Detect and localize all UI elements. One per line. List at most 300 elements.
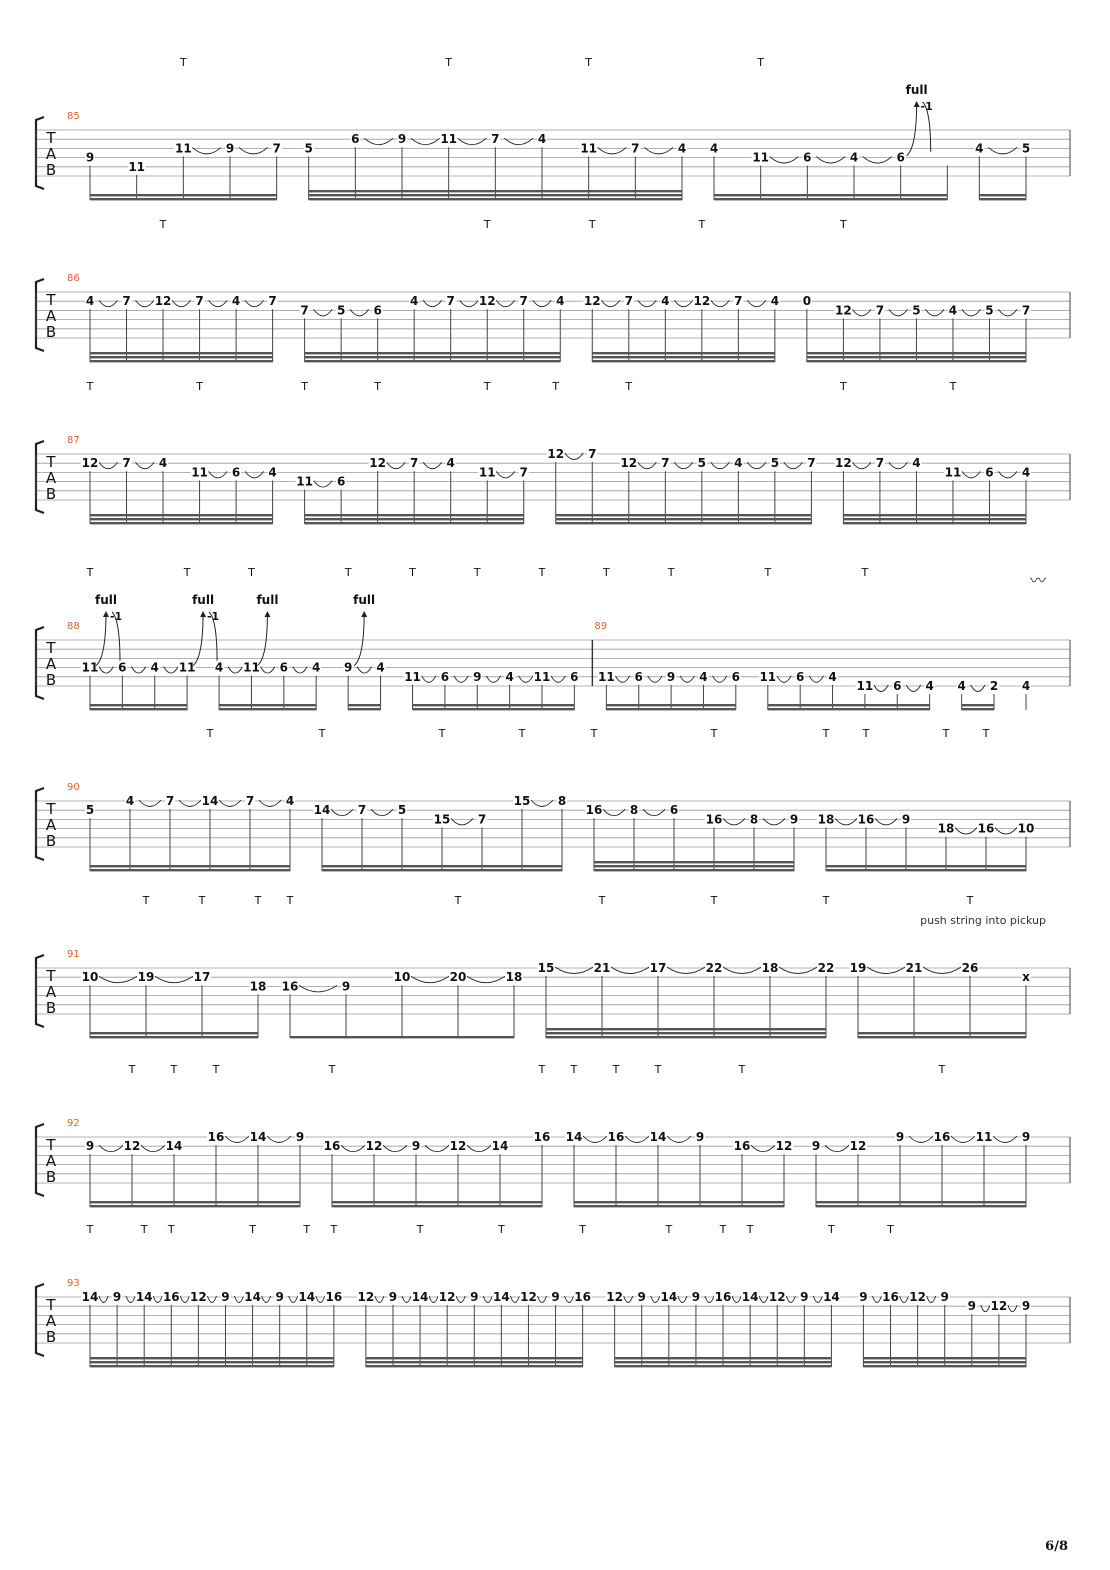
fret-number: 11 — [478, 465, 496, 480]
fret-number: 5 — [770, 456, 780, 471]
note-beam — [305, 352, 561, 354]
tap-marker: T — [140, 1223, 148, 1236]
note-beam — [962, 704, 994, 706]
tap-marker: T — [249, 1223, 256, 1236]
tap-marker: T — [822, 727, 830, 740]
tap-marker: T — [861, 566, 869, 579]
measure-number: 87 — [67, 435, 80, 446]
note-beam — [863, 1365, 1026, 1367]
note-beam — [574, 1205, 784, 1207]
note-beam — [305, 518, 524, 520]
note-beam — [348, 708, 380, 710]
vibrato-mark: 〰 — [1030, 571, 1047, 590]
fret-number: 4 — [1021, 465, 1031, 480]
fret-number: 18 — [505, 970, 523, 985]
tap-marker: T — [938, 1063, 946, 1076]
tap-marker: T — [159, 218, 167, 231]
tap-marker: T — [196, 380, 203, 393]
note-beam — [90, 704, 187, 706]
note-beam — [592, 352, 775, 354]
fret-number: 9 — [551, 1290, 560, 1304]
tap-marker: T — [170, 1063, 178, 1076]
fret-number: 6 — [669, 803, 679, 818]
fret-number: 6 — [896, 150, 905, 165]
note-beam — [556, 518, 812, 520]
tap-marker: T — [942, 727, 950, 740]
bend-curve — [354, 612, 364, 666]
fret-number: 14 — [493, 1290, 510, 1304]
tap-marker: T — [374, 380, 382, 393]
note-beam — [90, 1357, 334, 1359]
note-beam — [546, 1036, 826, 1038]
tap-marker: T — [179, 56, 187, 69]
tap-marker: T — [738, 1063, 746, 1076]
fret-number: 5 — [912, 303, 921, 318]
system-bracket — [36, 117, 44, 189]
tab-clef-letter: T — [46, 1136, 56, 1154]
tap-marker: T — [86, 1223, 94, 1236]
tap-marker: T — [248, 566, 255, 579]
fret-number: 12 — [835, 456, 852, 471]
note-beam — [305, 514, 524, 516]
note-beam — [816, 1205, 1026, 1207]
fret-number: 9 — [470, 1290, 479, 1304]
tap-marker: T — [142, 894, 150, 907]
fret-number: 7 — [491, 132, 500, 147]
bend-arrowhead — [264, 611, 270, 617]
release-label: -1 — [109, 610, 123, 623]
fret-number: 11 — [752, 150, 770, 165]
note-beam — [305, 360, 561, 362]
note-beam — [322, 869, 562, 871]
fret-number: 7 — [875, 456, 885, 471]
note-beam — [615, 1357, 832, 1359]
tab-clef-letter: A — [45, 145, 57, 163]
fret-number: 6 — [985, 465, 994, 480]
note-beam — [843, 518, 1026, 520]
tap-marker: T — [602, 566, 610, 579]
note-beam — [615, 1361, 832, 1363]
tap-marker: T — [206, 727, 214, 740]
fret-number: 14 — [660, 1290, 678, 1304]
fret-number: 9 — [901, 812, 911, 827]
fret-number: 4 — [409, 294, 419, 309]
fret-number: 9 — [341, 979, 351, 994]
bend-label: full — [353, 593, 376, 607]
bend-label: full — [95, 593, 117, 607]
fret-number: 2 — [989, 679, 999, 693]
bend-arrowhead — [200, 611, 206, 617]
fret-number: 9 — [789, 812, 799, 827]
tap-marker: T — [570, 1063, 578, 1076]
note-beam — [714, 198, 947, 200]
bend-curve — [907, 102, 917, 156]
fret-number: 7 — [122, 294, 131, 309]
fret-number: 4 — [948, 303, 958, 318]
fret-number: 26 — [961, 961, 979, 975]
fret-number: 9 — [388, 1290, 398, 1304]
tap-marker: T — [86, 566, 94, 579]
note-beam — [574, 1201, 784, 1203]
fret-number: 7 — [661, 456, 670, 471]
tap-marker: T — [966, 894, 974, 907]
fret-number: 14 — [313, 803, 331, 818]
tap-marker: T — [538, 566, 546, 579]
note-beam — [90, 869, 290, 871]
fret-number: 7 — [734, 294, 743, 309]
fret-number: 9 — [1021, 1130, 1031, 1144]
note-beam — [332, 1205, 542, 1207]
fret-number: 4 — [285, 794, 295, 808]
tab-clef-letter: B — [45, 671, 57, 689]
tap-marker: T — [764, 566, 772, 579]
fret-number: 9 — [112, 1290, 122, 1304]
note-beam — [90, 198, 277, 200]
fret-number: 12 — [81, 456, 99, 471]
tap-marker: T — [286, 894, 294, 907]
fret-number: 7 — [446, 294, 455, 309]
tab-clef-letter: B — [45, 323, 57, 341]
note-beam — [592, 360, 775, 362]
fret-number: 6 — [731, 669, 740, 684]
tap-marker: T — [344, 566, 352, 579]
note-beam — [90, 1036, 258, 1038]
fret-number: 22 — [705, 961, 723, 975]
note-beam — [90, 194, 277, 196]
fret-number: 18 — [817, 812, 835, 827]
fret-number: 12 — [835, 303, 852, 318]
tab-clef-letter: B — [45, 161, 57, 179]
note-beam — [858, 1032, 1026, 1034]
fret-number: 6 — [570, 669, 579, 684]
fret-number: 12 — [775, 1139, 793, 1154]
fret-number: 9 — [85, 1139, 95, 1154]
note-beam — [807, 360, 1026, 362]
note-beam — [332, 1201, 542, 1203]
fret-number: 11 — [191, 465, 208, 480]
fret-number: 11 — [944, 465, 962, 480]
tab-clef-letter: T — [46, 1296, 56, 1314]
fret-number: 15 — [433, 812, 451, 827]
fret-number: 4 — [828, 669, 837, 684]
tap-marker: T — [86, 380, 94, 393]
tab-clef-letter: T — [46, 800, 56, 818]
bend-label: full — [192, 593, 215, 607]
fret-number: 4 — [975, 141, 984, 156]
tap-marker: T — [710, 894, 718, 907]
note-beam — [90, 708, 187, 710]
tap-marker: T — [667, 566, 675, 579]
fret-number: 22 — [817, 961, 835, 975]
tab-clef-letter: A — [45, 816, 57, 834]
fret-number: 10 — [1017, 821, 1035, 836]
fret-number: 18 — [249, 979, 267, 994]
fret-number: 4 — [925, 679, 934, 693]
tap-marker: T — [887, 1223, 894, 1236]
tap-marker: T — [757, 56, 765, 69]
fret-number: 4 — [268, 465, 277, 480]
fret-number: 9 — [1021, 1299, 1031, 1314]
fret-number: 12 — [449, 1139, 467, 1154]
note-beam — [90, 518, 273, 520]
note-beam — [843, 522, 1026, 524]
tap-marker: T — [625, 380, 633, 393]
note-beam — [979, 198, 1026, 200]
tab-clef-letter: B — [45, 485, 57, 503]
fret-number: 21 — [905, 961, 923, 975]
note-beam — [714, 194, 947, 196]
tap-marker: T — [654, 1063, 662, 1076]
fret-number: 11 — [81, 660, 99, 675]
measure-number: 89 — [594, 621, 608, 632]
fret-number: 12 — [369, 456, 387, 471]
measure-number: 90 — [67, 782, 80, 793]
fret-number: 14 — [741, 1290, 759, 1304]
note-beam — [366, 1365, 583, 1367]
tap-marker: T — [438, 727, 446, 740]
note-beam — [305, 522, 524, 524]
fret-number: 5 — [985, 303, 994, 318]
system-bracket — [36, 441, 44, 513]
tap-marker: T — [719, 1223, 727, 1236]
note-beam — [90, 1032, 258, 1034]
tab-clef-letter: T — [46, 453, 56, 471]
note-beam — [366, 1361, 583, 1363]
fret-number: 19 — [849, 961, 867, 975]
tap-marker: T — [982, 727, 990, 740]
tab-clef-letter: A — [45, 1152, 57, 1170]
fret-number: 7 — [477, 812, 487, 827]
note-beam — [90, 865, 290, 867]
note-beam — [768, 704, 930, 706]
measure-number: 88 — [67, 621, 80, 632]
tab-clef-letter: T — [46, 129, 56, 147]
fret-number: 11 — [533, 669, 551, 684]
fret-number: 9 — [225, 141, 235, 156]
tap-marker: T — [318, 727, 326, 740]
note-beam — [90, 1205, 300, 1207]
fret-number: 16 — [585, 803, 603, 818]
tap-marker: T — [538, 1063, 546, 1076]
tap-marker: T — [303, 1223, 311, 1236]
fret-number: 12 — [768, 1290, 786, 1304]
fret-number: 4 — [677, 141, 687, 156]
fret-number: 11 — [759, 669, 777, 684]
fret-number: 14 — [411, 1290, 429, 1304]
fret-number: 7 — [631, 141, 640, 156]
tab-clef-letter: A — [45, 1312, 57, 1330]
tab-clef-letter: B — [45, 832, 57, 850]
fret-number: 14 — [823, 1290, 840, 1304]
fret-number: 4 — [556, 294, 565, 309]
fret-number: 9 — [637, 1290, 646, 1304]
fret-number: 9 — [473, 669, 482, 684]
fret-number: 4 — [446, 456, 455, 471]
tap-marker: T — [454, 894, 462, 907]
fret-number: 11 — [580, 141, 598, 156]
fret-number: 4 — [158, 456, 168, 471]
fret-number: 12 — [478, 294, 496, 309]
note-beam — [826, 865, 1026, 867]
fret-number: 12 — [520, 1290, 537, 1304]
fret-number: 4 — [770, 294, 780, 309]
tap-marker: T — [330, 1223, 338, 1236]
fret-number: 9 — [295, 1130, 305, 1144]
fret-number: 14 — [249, 1130, 267, 1144]
tab-clef-letter: A — [45, 307, 57, 325]
note-beam — [90, 352, 273, 354]
tap-marker: T — [862, 727, 870, 740]
fret-number: 16 — [857, 812, 875, 827]
fret-number: 7 — [624, 294, 633, 309]
fret-number: 6 — [231, 465, 241, 480]
bend-curve — [193, 612, 203, 666]
fret-number: 9 — [940, 1290, 949, 1304]
fret-number: 11 — [440, 132, 458, 147]
fret-number: 8 — [629, 803, 639, 818]
system-bracket — [36, 1284, 44, 1356]
note-beam — [219, 708, 316, 710]
fret-number: 5 — [697, 456, 707, 471]
fret-number: 6 — [351, 132, 360, 147]
fret-number: 12 — [190, 1290, 207, 1304]
tap-marker: T — [416, 1223, 424, 1236]
fret-number: 4 — [709, 141, 719, 156]
note-beam — [594, 861, 794, 863]
fret-number: 5 — [304, 141, 313, 156]
fret-number: 12 — [909, 1290, 926, 1304]
note-beam — [826, 869, 1026, 871]
tab-clef-letter: T — [46, 967, 56, 985]
fret-number: 6 — [118, 660, 127, 675]
tab-clef-letter: T — [46, 639, 56, 657]
fret-number: 11 — [174, 141, 192, 156]
fret-number: 17 — [193, 970, 211, 985]
tab-clef-letter: B — [45, 999, 57, 1017]
note-beam — [309, 194, 682, 196]
tap-marker: T — [585, 56, 593, 69]
note-beam — [615, 1365, 832, 1367]
fret-number: 14 — [165, 1139, 183, 1154]
note-beam — [962, 708, 994, 710]
tap-marker: T — [840, 218, 847, 231]
bend-curve — [257, 612, 267, 666]
dead-note: x — [1022, 970, 1030, 985]
tap-marker: T — [212, 1063, 220, 1076]
tap-marker: T — [840, 380, 847, 393]
fret-number: 7 — [519, 465, 528, 480]
page-number: 6/8 — [1045, 1539, 1068, 1554]
note-beam — [546, 1028, 826, 1030]
fret-number: 7 — [807, 456, 816, 471]
system-bracket — [36, 1124, 44, 1196]
tab-clef-letter: A — [45, 983, 57, 1001]
fret-number: 6 — [373, 303, 382, 318]
fret-number: 12 — [123, 1139, 141, 1154]
fret-number: 17 — [649, 961, 667, 975]
note-beam — [807, 356, 1026, 358]
tap-marker: T — [552, 380, 560, 393]
fret-number: 16 — [882, 1290, 899, 1304]
tap-marker: T — [497, 1223, 505, 1236]
fret-number: 7 — [300, 303, 309, 318]
system-bracket — [36, 279, 44, 351]
bend-curve — [96, 612, 106, 666]
fret-number: 14 — [491, 1139, 509, 1154]
fret-number: 10 — [393, 970, 411, 985]
fret-number: 12 — [357, 1290, 375, 1304]
measure-number: 93 — [67, 1278, 80, 1289]
tap-marker: T — [746, 1223, 754, 1236]
fret-number: 7 — [245, 794, 255, 808]
fret-number: 21 — [593, 961, 611, 975]
fret-number: 9 — [895, 1130, 905, 1144]
fret-number: 8 — [749, 812, 759, 827]
fret-number: 4 — [214, 660, 224, 675]
fret-number: 16 — [977, 821, 995, 836]
note-beam — [606, 708, 735, 710]
fret-number: 11 — [404, 669, 421, 684]
tap-marker: T — [328, 1063, 336, 1076]
tap-marker: T — [598, 894, 606, 907]
note-beam — [309, 198, 682, 200]
fret-number: 5 — [336, 303, 346, 318]
fret-number: 12 — [438, 1290, 456, 1304]
note-beam — [90, 1361, 334, 1363]
fret-number: 9 — [859, 1290, 868, 1304]
fret-number: 9 — [695, 1130, 705, 1144]
fret-number: 6 — [440, 669, 450, 684]
fret-number: 9 — [666, 669, 676, 684]
fret-number: 20 — [449, 970, 467, 985]
note-beam — [305, 356, 561, 358]
fret-number: 11 — [975, 1130, 993, 1144]
tap-marker: T — [828, 1223, 835, 1236]
tab-clef-letter: T — [46, 291, 56, 309]
fret-number: 19 — [137, 970, 155, 985]
fret-number: 7 — [272, 141, 281, 156]
tab-clef-letter: A — [45, 469, 57, 487]
note-beam — [546, 1032, 826, 1034]
note-beam — [90, 522, 273, 524]
tap-marker: T — [473, 566, 481, 579]
fret-number: 4 — [734, 456, 743, 471]
fret-number: 4 — [661, 294, 670, 309]
note-beam — [90, 514, 273, 516]
fret-number: 4 — [231, 294, 241, 309]
fret-number: 15 — [513, 794, 531, 808]
fret-number: 9 — [344, 660, 353, 675]
tap-marker: T — [698, 218, 706, 231]
fret-number: 9 — [85, 150, 95, 165]
fret-number: 11 — [243, 660, 260, 675]
note-beam — [290, 1036, 514, 1038]
bend-arrowhead — [914, 101, 920, 107]
fret-number: 6 — [279, 660, 288, 675]
fret-number: 16 — [162, 1290, 180, 1304]
fret-number: 7 — [409, 456, 419, 471]
tap-marker: T — [579, 1223, 587, 1236]
fret-number: 11 — [856, 679, 874, 693]
fret-number: 14 — [201, 794, 219, 808]
fret-number: 6 — [336, 474, 346, 489]
measure-number: 85 — [67, 111, 80, 122]
tap-marker: T — [710, 727, 718, 740]
note-beam — [858, 1036, 1026, 1038]
fret-number: 18 — [937, 821, 955, 836]
tap-marker: T — [301, 380, 308, 393]
note-beam — [594, 865, 794, 867]
